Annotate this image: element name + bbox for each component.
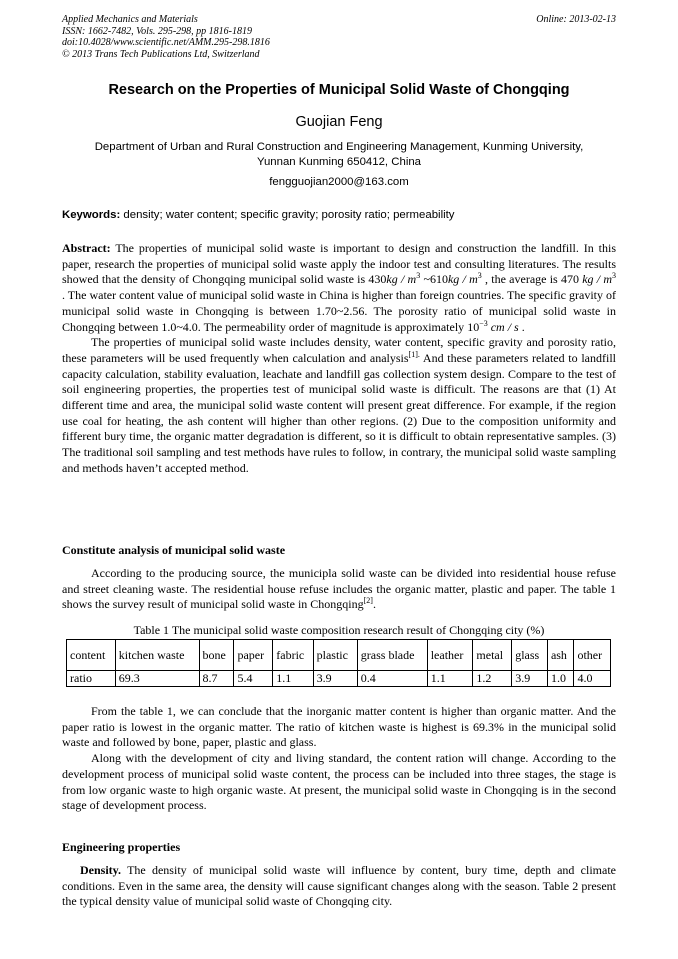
abstract <box>62 241 616 477</box>
abstract-paragraph: Abstract: The properties of municipal solid waste is important to design and construction the landfill. In this paper, research the properties of municipal solid waste apply the indoor test and consulting literatures. The results showed that the density of Chongqing municipal solid waste is $430kg / m^3$ ~610kg / $m^3$ , the average is 470 kg / $m^3$ . The water content value of municipal solid waste in China is higher than foreign countries. The specific gravity of municipal solid waste in Chongqing is between 1.70~2.56. The porosity ratio of municipal solid waste in Chongqing between 1.0~4.0. The permeability order of magnitude is approximately $10^{-3}$ cm / s . <box>62 241 617 334</box>
table-cell: 5.4 <box>234 671 273 687</box>
discussion-paragraph-1: From the table 1, we can conclude that the inorganic matter content is higher than organic matter. And the paper ratio is lowest in the organic matter. The ratio of kitchen waste is highest is 69.3% in the municipal solid waste and followed by bone, paper, plastic and glass. <box>62 704 616 750</box>
journal-header <box>62 14 616 60</box>
copyright-line: © 2013 Trans Tech Publications Ltd, Switzerland <box>62 48 260 60</box>
table-cell: ratio <box>67 671 116 687</box>
affiliation-line-2: Yunnan Kunming 650412, China <box>256 155 422 168</box>
table-cell: 8.7 <box>199 671 234 687</box>
journal-name: Applied Mechanics and Materials <box>62 14 198 25</box>
table-cell: grass blade <box>357 640 427 671</box>
table-cell: 1.1 <box>273 671 313 687</box>
density-label: Density. <box>80 863 122 877</box>
table-cell: leather <box>427 640 473 671</box>
abstract-label: Abstract: <box>62 241 111 255</box>
table-row <box>67 671 611 687</box>
table-cell: 1.0 <box>547 671 574 687</box>
table-cell: bone <box>199 640 234 671</box>
density-paragraph: Density. The density of municipal solid waste will influence by content, bury time, depth and climate conditions. Even in the same area, the density will cause significant changes along with the season. Table 2 present the typical density value of municipal solid waste of Chongqing city. <box>62 863 616 909</box>
table-header-row <box>67 640 611 671</box>
keywords-text: density; water content; specific gravity; porosity ratio; permeability <box>120 209 455 221</box>
section1-paragraph: According to the producing source, the municipla solid waste can be divided into residential house refuse and street cleaning waste. The residential house refuse includes the organic matter, plastic and paper. The table 1 shows the survey result of municipal solid waste in Chongqing[2]. <box>62 566 616 612</box>
table-cell: 0.4 <box>357 671 427 687</box>
section-heading-engineering: Engineering properties <box>62 840 181 854</box>
section-heading-constitute: Constitute analysis of municipal solid waste <box>62 543 286 557</box>
intro-paragraph: The properties of municipal solid waste includes density, water content, specific gravity and porosity ratio, these parameters will be used frequently when calculation and analysis$^{[1].}$ And these parameters related to landfill capacity calculation, stability evaluation, leachate and landfill gas collection system design. Compare to the test of soil engineering properties, the properties test of municipal solid waste is difficult. The reasons are that (1) At different time and area, the municipal solid waste content will present great difference. For example, if the region use coal for heating, the ash content will higher than other regions. (2) Due to the composition uniformity and fifferent bury time, the organic matter degradation is different, so it is difficult to obtain representative samples. (3) The traditional soil sampling and test methods have rules to follow, in contrary, the municipal solid waste sampling and methods haven’t accepted method. <box>62 335 616 475</box>
doi-line: doi:10.4028/www.scientific.net/AMM.295-298.1816 <box>62 37 270 48</box>
online-date: Online: 2013-02-13 <box>536 14 616 25</box>
paper-title: Research on the Properties of Municipal Solid Waste of Chongqing <box>108 82 570 98</box>
table-cell: 3.9 <box>512 671 548 687</box>
table-cell: paper <box>234 640 273 671</box>
table-cell: metal <box>473 640 512 671</box>
citation-1: [1]. <box>408 349 420 359</box>
affiliation-line-1: Department of Urban and Rural Construction and Engineering Management, Kunming University, <box>94 141 584 153</box>
table-cell: glass <box>512 640 548 671</box>
table1-caption: Table 1 The municipal solid waste composition research result of Chongqing city (%) <box>133 623 545 637</box>
section1-discussion <box>62 704 616 814</box>
table1 <box>66 639 611 687</box>
affiliation <box>62 140 616 169</box>
table-cell: kitchen waste <box>115 640 199 671</box>
table-cell: 69.3 <box>115 671 199 687</box>
table-cell: content <box>67 640 116 671</box>
citation-2: [2] <box>363 596 373 606</box>
table-cell: 1.2 <box>473 671 512 687</box>
issn-line: ISSN: 1662-7482, Vols. 295-298, pp 1816-1819 <box>62 25 252 37</box>
author-email: fengguojian2000@163.com <box>269 176 409 188</box>
keywords <box>62 209 616 221</box>
table-cell: plastic <box>313 640 357 671</box>
table-cell: other <box>574 640 611 671</box>
table-cell: ash <box>547 640 574 671</box>
table-cell: 1.1 <box>427 671 473 687</box>
table-cell: 3.9 <box>313 671 357 687</box>
table-cell: 4.0 <box>574 671 611 687</box>
discussion-paragraph-2: Along with the development of city and living standard, the content ration will change. According to the development process of municipal solid waste content, the process can be included into three stages, the stage is from low organic waste to high organic waste. At present, the municipal solid waste in Chongqing is in the second stage of development process. <box>62 751 616 813</box>
table-cell: fabric <box>273 640 313 671</box>
keywords-label: Keywords: <box>62 209 121 221</box>
author-name: Guojian Feng <box>295 114 383 130</box>
